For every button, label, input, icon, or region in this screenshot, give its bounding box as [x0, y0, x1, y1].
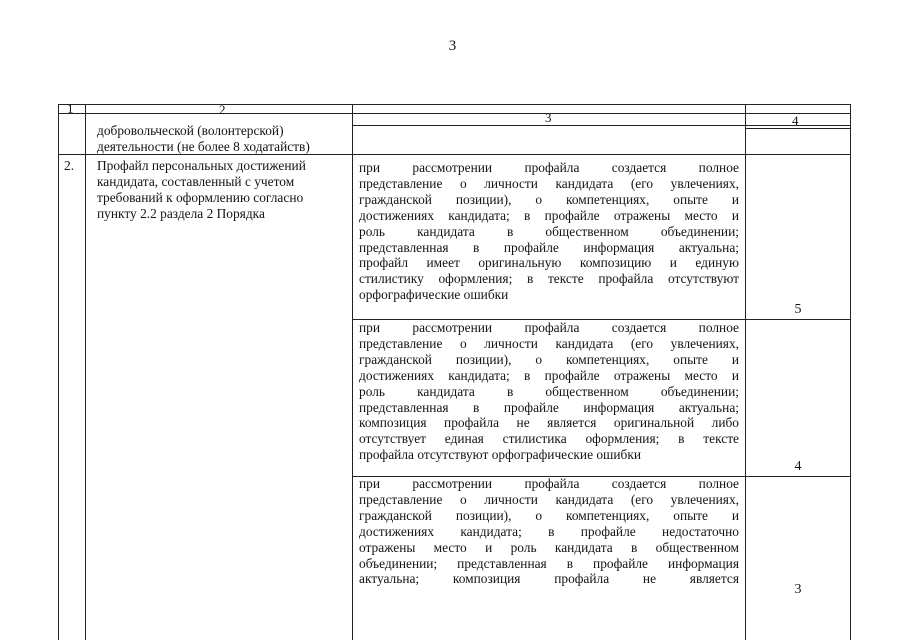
- header-divider: [352, 125, 850, 126]
- header-divider: [745, 128, 850, 129]
- column-divider: [352, 105, 353, 640]
- header-divider: [59, 113, 850, 114]
- level-description: при рассмотрении профайла создается полное представление о личности кандидата (его увлечениях, гражданской позиции), о компетенциях, опыте и достижениях кандидата; в профайле недостаточно отражены место и роль кандидата в общественном объединении; представленная в профайле информация актуальна; композиция профайла не является: [359, 476, 739, 587]
- row-criterion: Профайл персональных достижений кандидата, составленный с учетом требований к оформлению согласно пункту 2.2 раздела 2 Порядка: [97, 158, 306, 221]
- level-score: 3: [794, 582, 802, 597]
- column-divider: [85, 105, 86, 640]
- row-number: 2.: [64, 158, 75, 173]
- continued-criterion: добровольческой (волонтерской) деятельности (не более 8 ходатайств): [97, 123, 310, 154]
- header-col-3: 3: [545, 110, 552, 125]
- page-number: 3: [448, 38, 457, 54]
- header-col-4: 4: [792, 113, 799, 128]
- column-divider: [745, 105, 746, 640]
- header-col-2: 2: [219, 102, 226, 117]
- header-col-1: 1: [67, 101, 74, 116]
- level-description: при рассмотрении профайла создается полное представление о личности кандидата (его увлечениях, гражданской позиции), о компетенциях, опыте и достижениях кандидата; в профайле отражены место и роль кандидата в общественном объединении; представленная в профайле информация актуальна; композиция профайла не является оригинальной либо отсутствует единая стилистика оформления; в тексте профайла отсутствуют орфографические ошибки: [359, 320, 739, 463]
- level-score: 4: [794, 459, 802, 474]
- level-description: при рассмотрении профайла создается полное представление о личности кандидата (его увлечениях, гражданской позиции), о компетенциях, опыте и достижениях кандидата; в профайле отражены место и роль кандидата в общественном объединении; представленная в профайле информация актуальна; профайл имеет оригинальную композицию и единую стилистику оформления; в тексте профайла отсутствуют орфографические ошибки: [359, 160, 739, 303]
- level-score: 5: [794, 302, 802, 317]
- criteria-table: [58, 101, 851, 640]
